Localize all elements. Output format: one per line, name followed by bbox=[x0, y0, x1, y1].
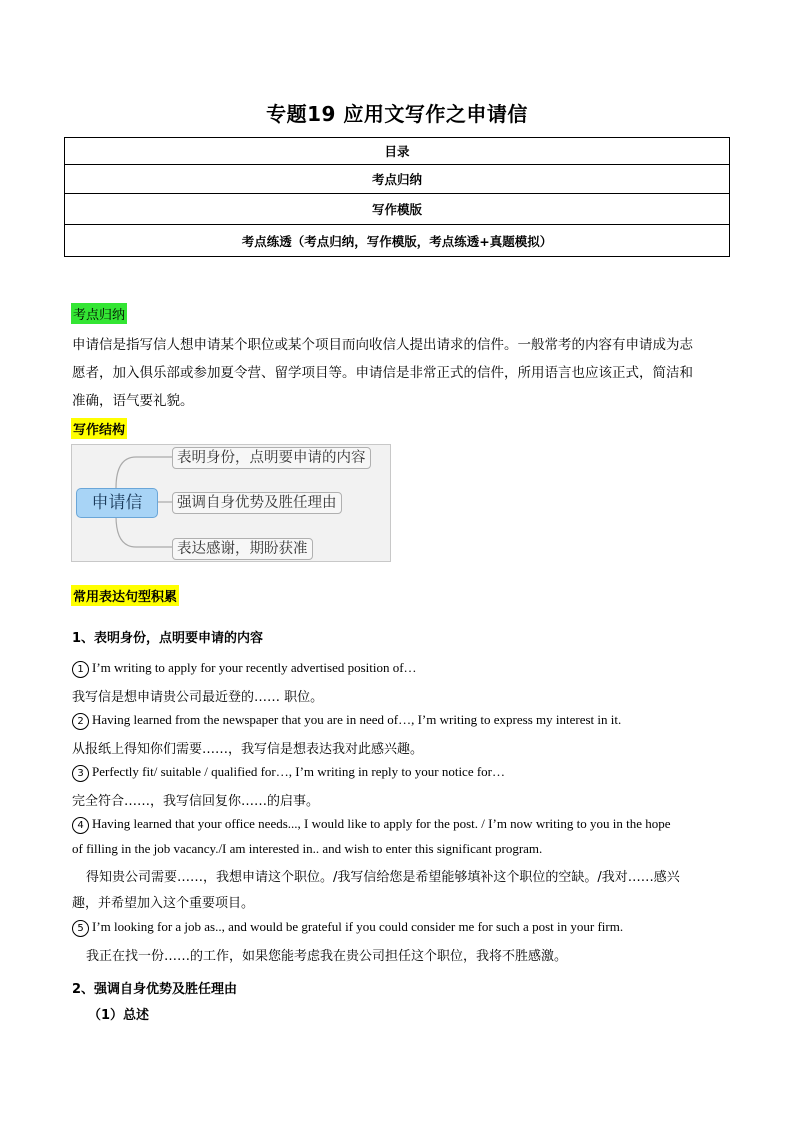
expression-zh: 从报纸上得知你们需要……，我写信是想表达我对此感兴趣。 bbox=[72, 742, 424, 757]
expression-en: 3 Perfectly fit/ suitable / qualified for…, I’m writing in reply to your notice for… bbox=[72, 764, 742, 782]
circled-number: 2 bbox=[72, 713, 89, 730]
toc-row: 考点练透（考点归纳，写作模版，考点练透+真题模拟） bbox=[65, 225, 730, 257]
subsection-heading: （1）总述 bbox=[88, 1008, 150, 1023]
mind-map-diagram bbox=[71, 444, 391, 562]
mind-map-node: 强调自身优势及胜任理由 bbox=[172, 492, 342, 514]
intro-line: 申请信是指写信人想申请某个职位或某个项目而向收信人提出请求的信件。一般常考的内容有申请成为志 bbox=[72, 337, 693, 353]
toc-header: 目录 bbox=[65, 138, 730, 165]
mind-map-node: 表达感谢，期盼获准 bbox=[172, 538, 313, 560]
toc-row: 考点归纳 bbox=[65, 165, 730, 194]
expression-zh: 我写信是想申请贵公司最近登的…… 职位。 bbox=[72, 690, 324, 705]
expression-zh: 得知贵公司需要……，我想申请这个职位。/我写信给您是希望能够填补这个职位的空缺。/我对……感兴 bbox=[86, 870, 680, 885]
section-heading: 2、强调自身优势及胜任理由 bbox=[72, 982, 238, 997]
toc-row: 写作模版 bbox=[65, 194, 730, 225]
section-tag-expressions: 常用表达句型积累 bbox=[71, 585, 179, 606]
expression-zh: 完全符合……，我写信回复你……的启事。 bbox=[72, 794, 320, 809]
section-heading: 1、表明身份，点明要申请的内容 bbox=[72, 631, 264, 646]
circled-number: 3 bbox=[72, 765, 89, 782]
circled-number: 4 bbox=[72, 817, 89, 834]
mind-map-node: 表明身份，点明要申请的内容 bbox=[172, 447, 371, 469]
mind-map-center: 申请信 bbox=[76, 488, 158, 518]
circled-number: 1 bbox=[72, 661, 89, 678]
intro-line: 准确，语气要礼貌。 bbox=[72, 393, 194, 409]
circled-number: 5 bbox=[72, 920, 89, 937]
expression-en: 4 Having learned that your office needs..., I would like to apply for the post. / I’m now writing to you in the hope bbox=[72, 816, 742, 834]
expression-zh: 我正在找一份……的工作，如果您能考虑我在贵公司担任这个职位，我将不胜感激。 bbox=[86, 949, 568, 964]
intro-paragraph bbox=[72, 331, 732, 415]
expression-en: 1 I’m writing to apply for your recently advertised position of… bbox=[72, 660, 742, 678]
page-title: 专题19 应用文写作之申请信 bbox=[266, 102, 528, 126]
expression-en-cont: of filling in the job vacancy./I am interested in.. and wish to enter this significant program. bbox=[72, 841, 543, 856]
section-tag-kaodian: 考点归纳 bbox=[71, 303, 127, 324]
intro-line: 愿者，加入俱乐部或参加夏令营、留学项目等。申请信是非常正式的信件，所用语言也应该正式，简洁和 bbox=[72, 365, 693, 381]
expression-en: 5 I’m looking for a job as.., and would be grateful if you could consider me for such a post in your firm. bbox=[72, 919, 742, 937]
table-of-contents bbox=[64, 137, 730, 257]
section-tag-structure: 写作结构 bbox=[71, 418, 127, 439]
expression-zh-cont: 趣，并希望加入这个重要项目。 bbox=[72, 896, 255, 911]
expression-en: 2 Having learned from the newspaper that you are in need of…, I’m writing to express my interest in it. bbox=[72, 712, 742, 730]
